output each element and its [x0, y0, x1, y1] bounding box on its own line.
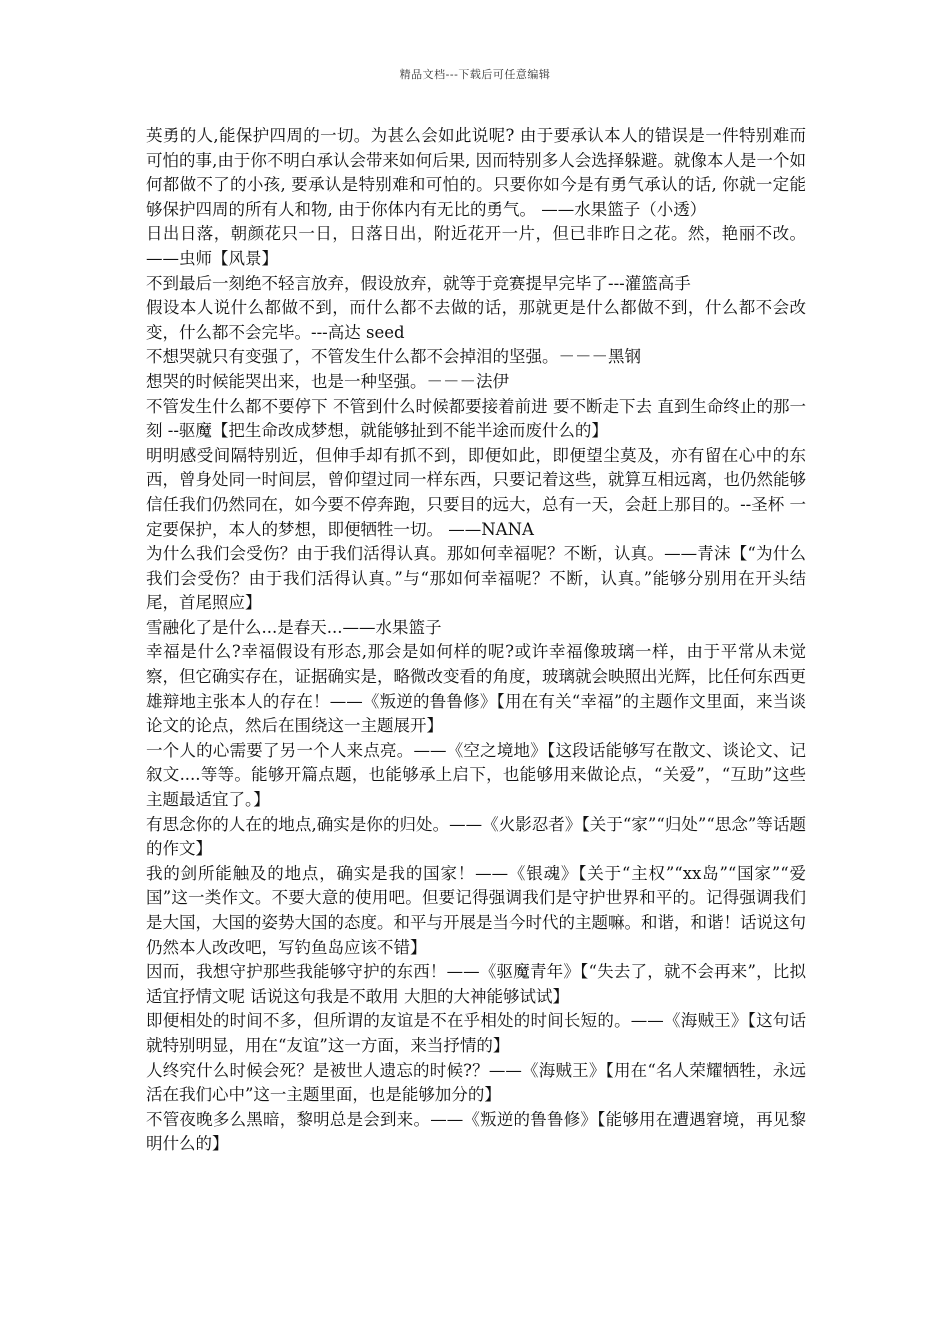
paragraph: 不管夜晚多么黑暗，黎明总是会到来。——《叛逆的鲁鲁修》【能够用在遭遇窘境，再见黎明什么的】	[146, 1109, 806, 1154]
page-header: 精品文档---下载后可任意编辑	[399, 68, 551, 81]
paragraph: 人终究什么时候会死？是被世人遗忘的时候?？——《海贼王》【用在“名人荣耀牺牲，永远活在我们心中”这一主题里面，也是能够加分的】	[146, 1060, 806, 1105]
paragraph: 幸福是什么?幸福假设有形态,那会是如何样的呢?或许幸福像玻璃一样，由于平常从未觉察，但它确实存在，证据确实是，略微改变看的角度，玻璃就会映照出光辉，比任何东西更雄辩地主张本人的存在！——《叛逆的鲁鲁修》【用在有关“幸福”的主题作文里面，来当谈论文的论点，然后在围绕这一主题展开】	[146, 642, 806, 736]
paragraph: 明明感受间隔特别近，但伸手却有抓不到，即便如此，即便望尘莫及，亦有留在心中的东西，曾身处同一时间层，曾仰望过同一样东西，只要记着这些，就算互相远离，也仍然能够信任我们仍然同在，如今要不停奔跑，只要目的远大，总有一天，会赶上那目的。--圣杯 一定要保护，本人的梦想，即便牺牲一切。 ——NANA	[146, 445, 806, 539]
paragraph: 为什么我们会受伤？由于我们活得认真。那如何幸福呢？不断，认真。——青沫【“为什么我们会受伤？由于我们活得认真。”与“那如何幸福呢？不断，认真。”能够分别用在开头结尾，首尾照应】	[146, 544, 806, 613]
paragraph: 不管发生什么都不要停下 不管到什么时候都要接着前进 要不断走下去 直到生命终止的那一刻 --驱魔【把生命改成梦想，就能够扯到不能半途而废什么的】	[146, 396, 806, 441]
paragraph: 有思念你的人在的地点,确实是你的归处。——《火影忍者》【关于“家”“归处”“思念”等话题的作文】	[146, 814, 806, 859]
document-body	[146, 124, 806, 1157]
paragraph: 雪融化了是什么...是春天...——水果篮子	[146, 617, 442, 637]
paragraph: 因而，我想守护那些我能够守护的东西！——《驱魔青年》【“失去了，就不会再来”，比拟适宜抒情文呢 话说这句我是不敢用 大胆的大神能够试试】	[146, 962, 806, 1006]
paragraph: 我的剑所能触及的地点，确实是我的国家！——《银魂》【关于“主权”“xx岛”“国家”“爱国”这一类作文。不要大意的使用吧。但要记得强调我们是守护世界和平的。记得强调我们是大国，大国的姿势大国的态度。和平与开展是当今时代的主题嘛。和谐，和谐！话说这句仍然本人改改吧，写钓鱼岛应该不错】	[146, 863, 806, 957]
paragraph: 一个人的心需要了另一个人来点亮。——《空之境地》【这段话能够写在散文、谈论文、记叙文....等等。能够开篇点题，也能够承上启下，也能够用来做论点，“关爱”，“互助”这些主题最适宜了。】	[146, 740, 806, 810]
paragraph: 不到最后一刻绝不轻言放弃，假设放弃，就等于竞赛提早完毕了---灌篮高手	[146, 273, 691, 293]
paragraph: 想哭的时候能哭出来，也是一种坚强。－－－法伊	[146, 371, 509, 391]
paragraph: 日出日落，朝颜花只一日，日落日出，附近花开一片，但已非昨日之花。然，艳丽不改。 ——虫师【风景】	[146, 224, 806, 268]
paragraph: 英勇的人,能保护四周的一切。为甚么会如此说呢? 由于要承认本人的错误是一件特别难而可怕的事,由于你不明白承认会带来如何后果, 因而特别多人会选择躲避。就像本人是一个如何都做不了的小孩, 要承认是特别难和可怕的。只要你如今是有勇气承认的话, 你就一定能够保护四周的所有人和物, 由于你体内有无比的勇气。 ——水果篮子（小透）	[146, 126, 806, 219]
paragraph: 不想哭就只有变强了，不管发生什么都不会掉泪的坚强。－－－黑钢	[146, 347, 641, 367]
paragraph: 即便相处的时间不多，但所谓的友谊是不在乎相处的时间长短的。——《海贼王》【这句话就特别明显，用在“友谊”这一方面，来当抒情的】	[146, 1011, 806, 1055]
paragraph: 假设本人说什么都做不到，而什么都不去做的话，那就更是什么都做不到，什么都不会改变，什么都不会完毕。---高达 seed	[146, 298, 806, 342]
